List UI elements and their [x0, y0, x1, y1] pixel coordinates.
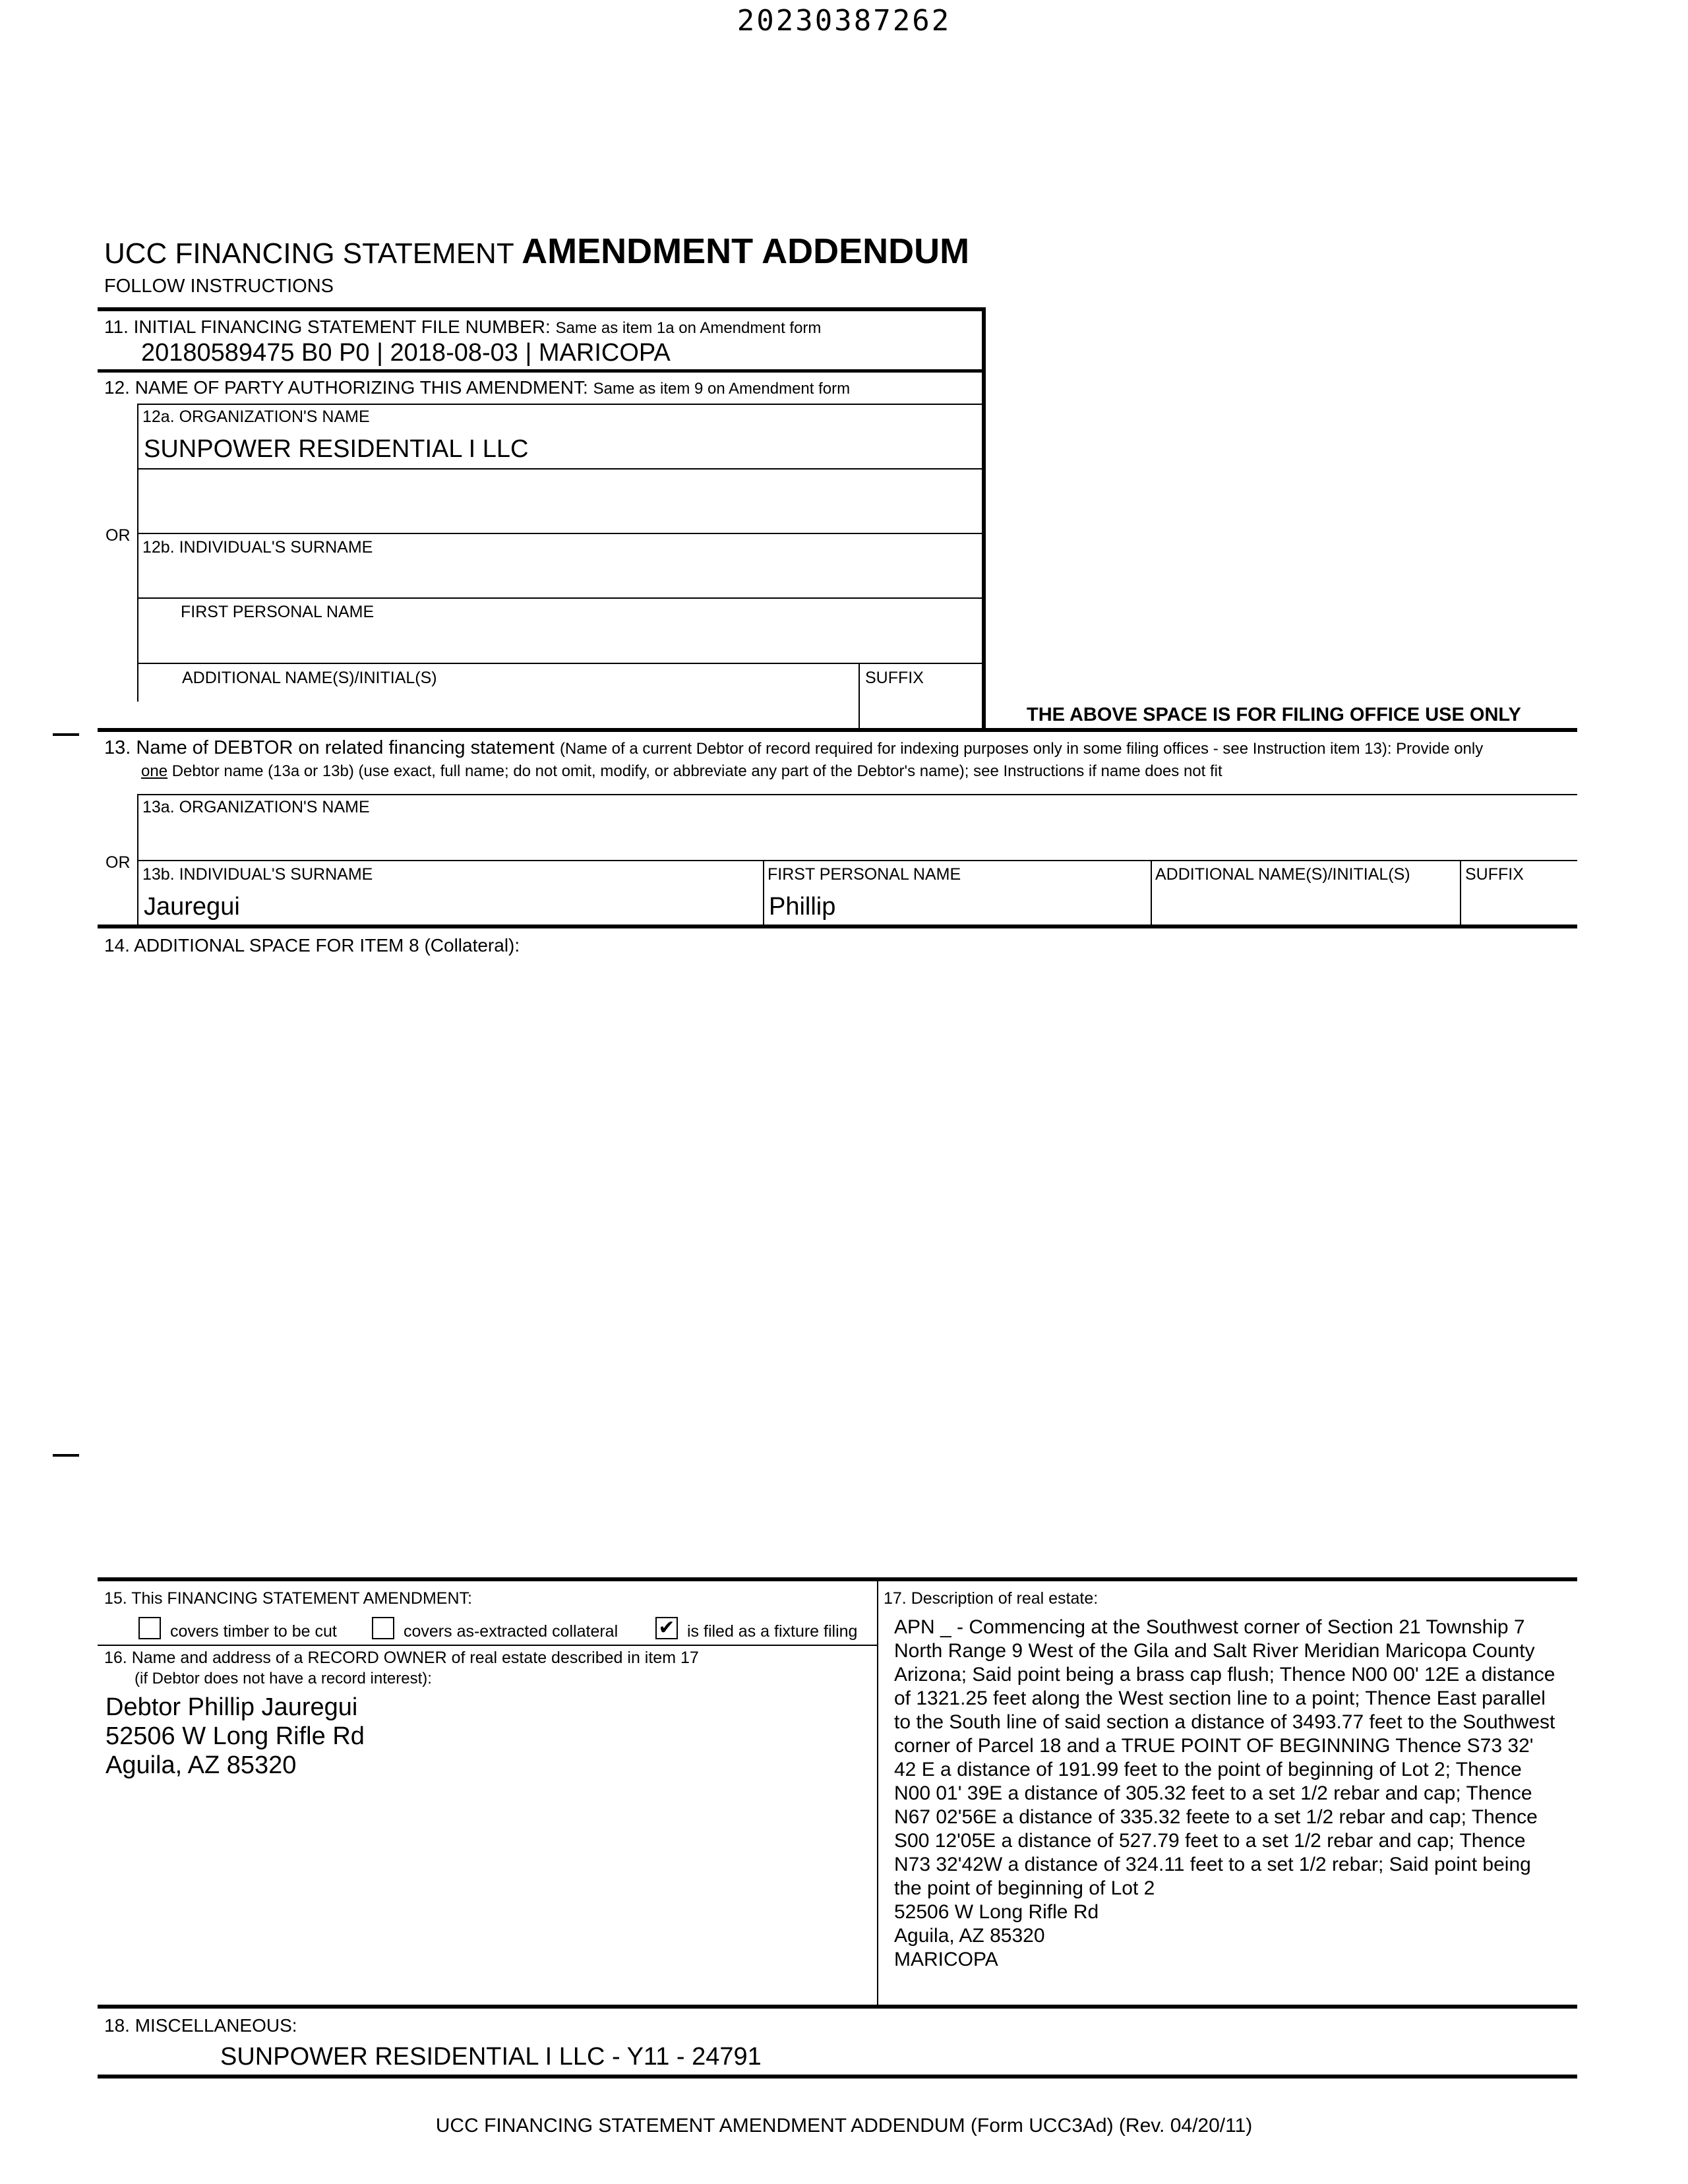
rule-top-18 [98, 2005, 1577, 2009]
rule-12c-top [137, 663, 984, 664]
description-line: the point of beginning of Lot 2 [894, 1877, 1155, 1899]
item13-label-line1: 13. Name of DEBTOR on related financing statement (Name of a current Debtor of record required for indexing purposes only in some filing offices - see Instruction item 13): Provide only [104, 737, 1484, 758]
rule-13b-top [137, 860, 1577, 861]
rule-12b-top [137, 533, 984, 534]
description-line: S00 12'05E a distance of 527.79 feet to a set 1/2 rebar and cap; Thence [894, 1830, 1526, 1852]
description-line: 42 E a distance of 191.99 feet to the point of beginning of Lot 2; Thence [894, 1759, 1522, 1780]
rule-12a-bottom [137, 468, 984, 470]
description-line: APN _ - Commencing at the Southwest corner of Section 21 Township 7 [894, 1616, 1525, 1638]
rule-13a-top [137, 794, 1577, 795]
description-line: North Range 9 West of the Gila and Salt River Meridian Maricopa County [894, 1640, 1535, 1662]
item13-additional-label: ADDITIONAL NAME(S)/INITIAL(S) [1155, 865, 1410, 884]
checkbox-timber-label: covers timber to be cut [170, 1622, 337, 1641]
item16-sub: (if Debtor does not have a record interest): [135, 1670, 432, 1687]
item13-first-label: FIRST PERSONAL NAME [768, 865, 961, 884]
rule-top-11 [98, 307, 986, 311]
rule-13-first [763, 860, 764, 926]
description-line: N67 02'56E a distance of 335.32 feete to a set 1/2 rebar and cap; Thence [894, 1806, 1538, 1828]
checkbox-as-extracted[interactable] [372, 1617, 394, 1639]
margin-dash-lower [53, 1454, 79, 1457]
item13-suffix-label: SUFFIX [1465, 865, 1524, 884]
rule-12-left [137, 404, 138, 702]
description-line: Aguila, AZ 85320 [894, 1925, 1045, 1947]
rule-bottom-13 [98, 925, 1577, 928]
item13-first-name: Phillip [769, 893, 836, 921]
description-line: of 1321.25 feet along the West section line to a point; Thence East parallel [894, 1687, 1546, 1709]
checkbox-fixture-filing[interactable]: ✔ [655, 1617, 678, 1639]
description-line: corner of Parcel 18 and a TRUE POINT OF BEGINNING Thence S73 32' [894, 1735, 1534, 1757]
title-prefix: UCC FINANCING STATEMENT [104, 237, 514, 270]
form-footer: UCC FINANCING STATEMENT AMENDMENT ADDENDUM (Form UCC3Ad) (Rev. 04/20/11) [435, 2115, 1253, 2137]
rule-11-12 [98, 369, 986, 373]
rule-12b-bottom [137, 597, 984, 599]
document-number: 20230387262 [737, 4, 951, 38]
description-line: to the South line of said section a distance of 3493.77 feet to the Southwest [894, 1711, 1555, 1733]
margin-dash-upper [53, 733, 79, 736]
owner-line: Debtor Phillip Jauregui [106, 1693, 358, 1721]
rule-top-13 [98, 728, 1577, 732]
item11-label: 11. INITIAL FINANCING STATEMENT FILE NUMBER: Same as item 1a on Amendment form [104, 317, 822, 337]
item13a-label: 13a. ORGANIZATION'S NAME [142, 798, 370, 816]
item13-label-line2: one Debtor name (13a or 13b) (use exact, full name; do not omit, modify, or abbreviate any part of the Debtor's name); see Instructions if name does not fit [141, 762, 1222, 780]
item18-label: 18. MISCELLANEOUS: [104, 2015, 297, 2036]
description-line: Arizona; Said point being a brass cap flush; Thence N00 00' 12E a distance [894, 1664, 1555, 1685]
rule-top-15 [98, 1577, 1577, 1581]
rule-13-suffix [1460, 860, 1461, 926]
item16-label: 16. Name and address of a RECORD OWNER of real estate described in item 17 [104, 1649, 699, 1667]
description-line: 52506 W Long Rifle Rd [894, 1901, 1099, 1923]
description-line: N00 01' 39E a distance of 305.32 feet to a set 1/2 rebar and cap; Thence [894, 1782, 1532, 1804]
checkbox-as-extracted-label: covers as-extracted collateral [404, 1622, 618, 1641]
item15-label: 15. This FINANCING STATEMENT AMENDMENT: [104, 1589, 472, 1608]
item12a-label: 12a. ORGANIZATION'S NAME [142, 408, 370, 426]
owner-line: 52506 W Long Rifle Rd [106, 1722, 365, 1750]
rule-15-16 [98, 1645, 878, 1646]
item12-or: OR [106, 526, 131, 545]
checkbox-fixture-filing-label: is filed as a fixture filing [687, 1622, 858, 1641]
rule-bottom-18 [98, 2075, 1577, 2078]
item11-file-number: 20180589475 B0 P0 | 2018-08-03 | MARICOPA [141, 339, 671, 367]
item13b-label: 13b. INDIVIDUAL'S SURNAME [142, 865, 373, 884]
item13-or: OR [106, 853, 131, 872]
item12-additional-label: ADDITIONAL NAME(S)/INITIAL(S) [182, 669, 437, 687]
rule-13-additional [1151, 860, 1152, 926]
item12-first-label: FIRST PERSONAL NAME [181, 603, 375, 621]
item18-miscellaneous: SUNPOWER RESIDENTIAL I LLC - Y11 - 24791 [220, 2043, 762, 2071]
description-line: N73 32'42W a distance of 324.11 feet to a set 1/2 rebar; Said point being [894, 1854, 1531, 1875]
record-owner [106, 1693, 365, 1780]
item12-label: 12. NAME OF PARTY AUTHORIZING THIS AMENDMENT: Same as item 9 on Amendment form [104, 377, 851, 398]
item13b-surname: Jauregui [144, 893, 240, 921]
title-bold: AMENDMENT ADDENDUM [522, 231, 970, 271]
real-estate-description [894, 1616, 1586, 1972]
item12a-org-name: SUNPOWER RESIDENTIAL I LLC [144, 435, 529, 463]
rule-suffix-12 [859, 663, 860, 729]
owner-line: Aguila, AZ 85320 [106, 1751, 297, 1779]
item12-suffix-label: SUFFIX [865, 669, 924, 687]
item17-label: 17. Description of real estate: [884, 1589, 1099, 1608]
form-title [104, 231, 969, 272]
checkbox-timber[interactable] [138, 1617, 161, 1639]
follow-instructions: FOLLOW INSTRUCTIONS [104, 276, 334, 297]
filing-office-note: THE ABOVE SPACE IS FOR FILING OFFICE USE ONLY [1027, 704, 1521, 725]
description-line: MARICOPA [894, 1949, 998, 1970]
rule-12a-top [137, 404, 984, 405]
item14-label: 14. ADDITIONAL SPACE FOR ITEM 8 (Collateral): [104, 935, 520, 956]
rule-divider-16-17 [877, 1577, 878, 2006]
item12b-label: 12b. INDIVIDUAL'S SURNAME [142, 538, 373, 557]
